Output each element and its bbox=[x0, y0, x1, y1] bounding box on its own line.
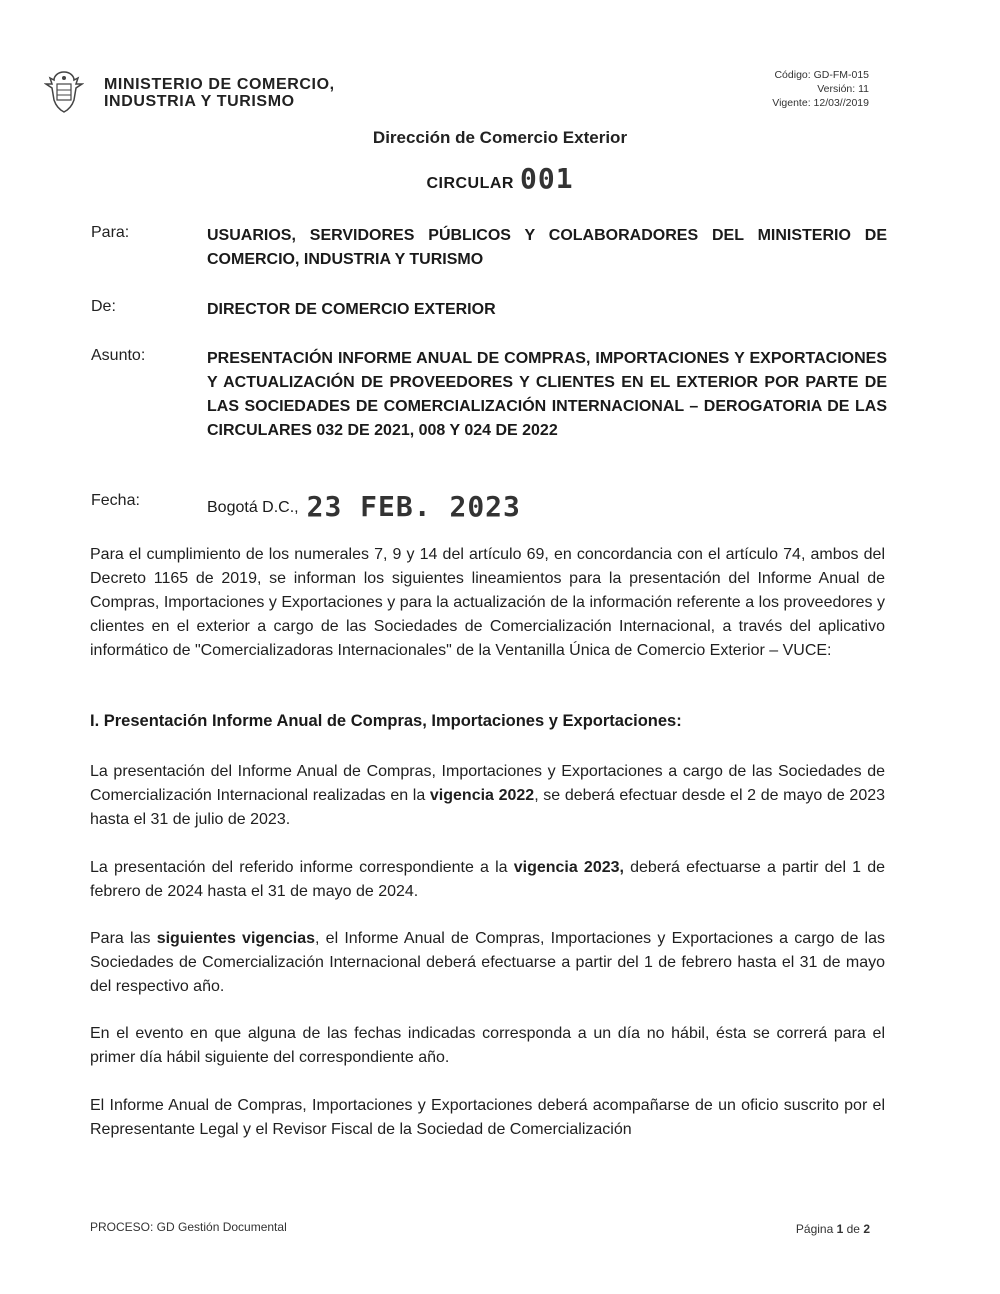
fecha-value bbox=[207, 490, 521, 523]
paragraph-bold: vigencia 2022 bbox=[429, 787, 535, 804]
ministry-line-1: MINISTERIO DE COMERCIO, bbox=[104, 76, 335, 93]
footer-process: PROCESO: GD Gestión Documental bbox=[90, 1220, 287, 1234]
paragraph-text: , se deberá efectuar desde el 2 de mayo de 2023 hasta el 31 de julio de 2023. bbox=[90, 787, 886, 828]
de-value: DIRECTOR DE COMERCIO EXTERIOR bbox=[207, 301, 496, 318]
paragraph-siguientes-vigencias bbox=[90, 927, 885, 999]
asunto-label: Asunto: bbox=[91, 347, 146, 364]
para-label: Para: bbox=[91, 224, 130, 241]
page-prefix: Página bbox=[795, 1222, 837, 1236]
paragraph-bold: siguientes vigencias bbox=[156, 930, 315, 947]
section-heading: I. Presentación Informe Anual de Compras, Importaciones y Exportaciones: bbox=[90, 712, 682, 730]
ministry-name bbox=[104, 76, 335, 110]
paragraph-text: La presentación del Informe Anual de Compras, Importaciones y Exportaciones a cargo de las Sociedades de Comercialización Internacional realizadas en la bbox=[90, 763, 885, 804]
paragraph-text: deberá efectuarse a partir del 1 de febrero de 2024 hasta el 31 de mayo de 2024. bbox=[90, 859, 886, 900]
de-label: De: bbox=[91, 298, 116, 315]
paragraph-text: , el Informe Anual de Compras, Importaciones y Exportaciones a cargo de las Sociedades de Comercialización Internacional deberá efectuarse a partir del 1 de febrero hasta el 31 de mayo del respectivo año. bbox=[90, 930, 886, 995]
coat-of-arms-icon bbox=[44, 70, 84, 114]
document-vigente: Vigente: 12/03//2019 bbox=[772, 97, 869, 109]
paragraph-text: Para las bbox=[90, 930, 157, 947]
document-version: Versión: 11 bbox=[817, 83, 869, 95]
paragraph-vigencia-2022 bbox=[90, 760, 885, 832]
document-meta bbox=[772, 68, 869, 110]
paragraph-bold: vigencia 2023, bbox=[513, 859, 624, 876]
circular-label: CIRCULAR bbox=[426, 175, 514, 192]
paragraph-dia-no-habil: En el evento en que alguna de las fechas indicadas corresponda a un día no hábil, ésta se correrá para el primer día hábil siguiente del correspondiente año. bbox=[90, 1025, 885, 1066]
circular-title bbox=[0, 162, 1000, 195]
paragraph-oficio: El Informe Anual de Compras, Importaciones y Exportaciones deberá acompañarse de un oficio suscrito por el Representante Legal y el Revisor Fiscal de la Sociedad de Comercialización bbox=[90, 1097, 885, 1138]
asunto-value: PRESENTACIÓN INFORME ANUAL DE COMPRAS, IMPORTACIONES Y EXPORTACIONES Y ACTUALIZACIÓN DE PROVEEDORES Y CLIENTES EN EL EXTERIOR POR PARTE DE LAS SOCIEDADES DE COMERCIALIZACIÓN INTERNACIONAL – DEROGATORIA DE LAS CIRCULARES 032 DE 2021, 008 Y 024 DE 2022 bbox=[207, 350, 887, 439]
footer-page-number bbox=[760, 1222, 870, 1236]
fecha-date-stamp: 23 FEB. 2023 bbox=[306, 490, 521, 523]
page-total: 2 bbox=[863, 1222, 870, 1236]
paragraph-text: La presentación del referido informe correspondiente a la bbox=[90, 859, 514, 876]
fecha-label: Fecha: bbox=[91, 492, 140, 509]
intro-paragraph: Para el cumplimiento de los numerales 7, 9 y 14 del artículo 69, en concordancia con el artículo 74, ambos del Decreto 1165 de 2019, se informan los siguientes lineamientos para la presentación del Informe Anual de Compras, Importaciones y Exportaciones y para la actualización de la información referente a los proveedores y clientes en el exterior a cargo de las Sociedades de Comercialización Internacional, a través del aplicativo informático de "Comercializadoras Internacionales" de la Ventanilla Única de Comercio Exterior – VUCE: bbox=[90, 546, 885, 659]
fecha-place: Bogotá D.C., bbox=[207, 499, 299, 516]
document-code: Código: GD-FM-015 bbox=[774, 69, 869, 81]
ministry-line-2: INDUSTRIA Y TURISMO bbox=[104, 93, 295, 110]
circular-number: 001 bbox=[519, 162, 574, 195]
direccion-title: Dirección de Comercio Exterior bbox=[372, 128, 628, 147]
page-current: 1 bbox=[836, 1222, 844, 1236]
page-mid: de bbox=[843, 1222, 864, 1236]
paragraph-vigencia-2023 bbox=[90, 856, 885, 904]
para-value: USUARIOS, SERVIDORES PÚBLICOS Y COLABORADORES DEL MINISTERIO DE COMERCIO, INDUSTRIA Y TURISMO bbox=[207, 227, 887, 268]
